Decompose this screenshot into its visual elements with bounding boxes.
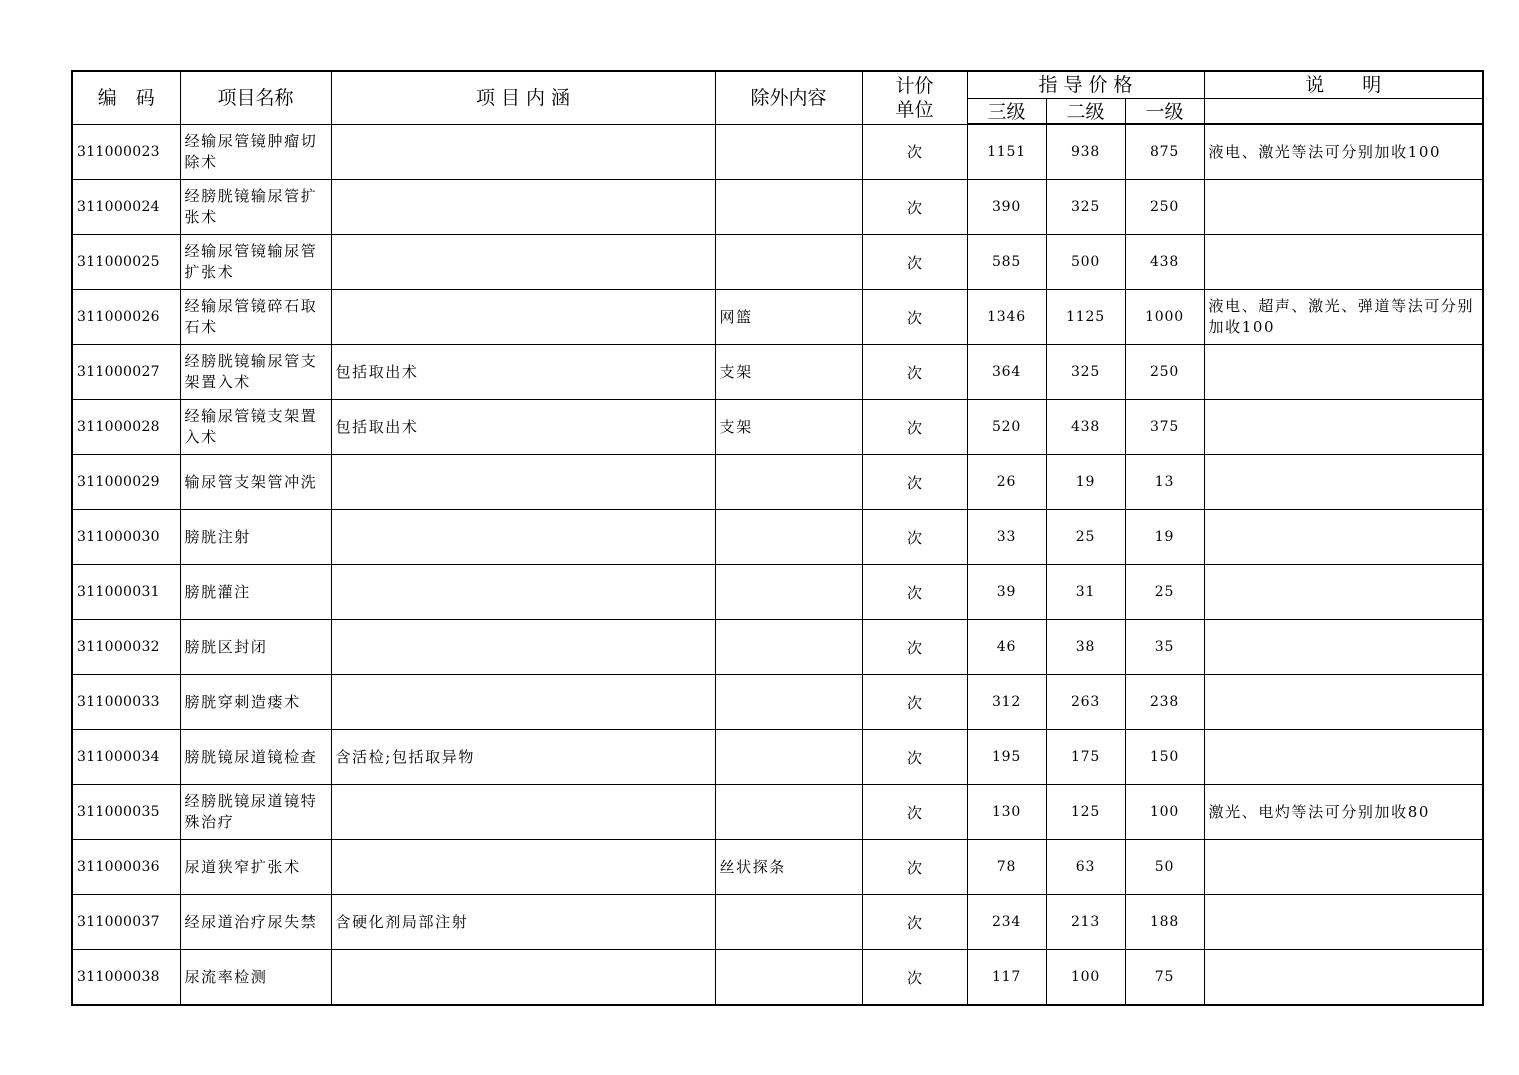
cell-name: 经膀胱镜输尿管支架置入术 bbox=[180, 345, 331, 400]
cell-exclusions bbox=[715, 180, 862, 235]
cell-price-level1: 375 bbox=[1125, 400, 1204, 455]
table-row bbox=[72, 675, 1483, 730]
cell-code: 311000034 bbox=[72, 730, 180, 785]
cell-content: 含活检;包括取异物 bbox=[331, 730, 715, 785]
cell-price-level1: 238 bbox=[1125, 675, 1204, 730]
cell-price-level3: 1151 bbox=[967, 124, 1046, 180]
cell-notes bbox=[1204, 730, 1483, 785]
table-row bbox=[72, 510, 1483, 565]
cell-code: 311000037 bbox=[72, 895, 180, 950]
cell-unit: 次 bbox=[862, 620, 967, 675]
table-row bbox=[72, 235, 1483, 290]
cell-exclusions bbox=[715, 124, 862, 180]
header-unit: 计价 单位 bbox=[862, 71, 967, 124]
cell-notes bbox=[1204, 565, 1483, 620]
cell-content: 包括取出术 bbox=[331, 345, 715, 400]
cell-price-level2: 38 bbox=[1046, 620, 1125, 675]
cell-content bbox=[331, 950, 715, 1006]
cell-exclusions bbox=[715, 235, 862, 290]
cell-code: 311000032 bbox=[72, 620, 180, 675]
cell-content bbox=[331, 124, 715, 180]
cell-price-level1: 19 bbox=[1125, 510, 1204, 565]
cell-unit: 次 bbox=[862, 400, 967, 455]
cell-price-level2: 938 bbox=[1046, 124, 1125, 180]
cell-name: 经输尿管镜支架置入术 bbox=[180, 400, 331, 455]
cell-notes bbox=[1204, 235, 1483, 290]
cell-content bbox=[331, 840, 715, 895]
cell-unit: 次 bbox=[862, 785, 967, 840]
cell-content bbox=[331, 620, 715, 675]
cell-notes: 激光、电灼等法可分别加收80 bbox=[1204, 785, 1483, 840]
table-row bbox=[72, 730, 1483, 785]
cell-notes: 液电、激光等法可分别加收100 bbox=[1204, 124, 1483, 180]
cell-notes bbox=[1204, 400, 1483, 455]
cell-price-level2: 125 bbox=[1046, 785, 1125, 840]
cell-price-level2: 25 bbox=[1046, 510, 1125, 565]
header-code: 编 码 bbox=[72, 71, 180, 124]
table-row bbox=[72, 840, 1483, 895]
table-row bbox=[72, 345, 1483, 400]
table-row bbox=[72, 455, 1483, 510]
cell-price-level3: 78 bbox=[967, 840, 1046, 895]
cell-price-level3: 195 bbox=[967, 730, 1046, 785]
cell-price-level1: 875 bbox=[1125, 124, 1204, 180]
cell-price-level2: 325 bbox=[1046, 345, 1125, 400]
cell-name: 膀胱灌注 bbox=[180, 565, 331, 620]
cell-unit: 次 bbox=[862, 180, 967, 235]
table-row bbox=[72, 895, 1483, 950]
header-notes: 说 明 bbox=[1204, 71, 1483, 99]
cell-unit: 次 bbox=[862, 235, 967, 290]
cell-price-level1: 250 bbox=[1125, 345, 1204, 400]
table-row bbox=[72, 620, 1483, 675]
cell-exclusions: 丝状探条 bbox=[715, 840, 862, 895]
cell-price-level3: 33 bbox=[967, 510, 1046, 565]
cell-price-level1: 438 bbox=[1125, 235, 1204, 290]
cell-price-level3: 390 bbox=[967, 180, 1046, 235]
cell-code: 311000035 bbox=[72, 785, 180, 840]
cell-price-level1: 13 bbox=[1125, 455, 1204, 510]
cell-price-level2: 175 bbox=[1046, 730, 1125, 785]
cell-notes bbox=[1204, 675, 1483, 730]
cell-price-level1: 100 bbox=[1125, 785, 1204, 840]
table-row bbox=[72, 400, 1483, 455]
cell-price-level3: 364 bbox=[967, 345, 1046, 400]
cell-code: 311000030 bbox=[72, 510, 180, 565]
cell-name: 膀胱穿刺造瘘术 bbox=[180, 675, 331, 730]
table-row bbox=[72, 565, 1483, 620]
cell-unit: 次 bbox=[862, 950, 967, 1006]
cell-price-level3: 1346 bbox=[967, 290, 1046, 345]
table-body bbox=[72, 124, 1483, 1005]
cell-unit: 次 bbox=[862, 124, 967, 180]
cell-exclusions bbox=[715, 785, 862, 840]
cell-content bbox=[331, 180, 715, 235]
price-table bbox=[71, 70, 1484, 1006]
table-row bbox=[72, 290, 1483, 345]
cell-name: 输尿管支架管冲洗 bbox=[180, 455, 331, 510]
cell-unit: 次 bbox=[862, 290, 967, 345]
cell-notes bbox=[1204, 895, 1483, 950]
cell-price-level2: 100 bbox=[1046, 950, 1125, 1006]
cell-exclusions bbox=[715, 950, 862, 1006]
cell-price-level2: 213 bbox=[1046, 895, 1125, 950]
cell-name: 膀胱注射 bbox=[180, 510, 331, 565]
cell-exclusions bbox=[715, 895, 862, 950]
cell-content: 含硬化剂局部注射 bbox=[331, 895, 715, 950]
cell-exclusions bbox=[715, 510, 862, 565]
table-row bbox=[72, 124, 1483, 180]
header-exclusions: 除外内容 bbox=[715, 71, 862, 124]
cell-unit: 次 bbox=[862, 675, 967, 730]
cell-price-level2: 325 bbox=[1046, 180, 1125, 235]
header-price-group: 指 导 价 格 bbox=[967, 71, 1204, 99]
cell-content bbox=[331, 675, 715, 730]
cell-price-level1: 250 bbox=[1125, 180, 1204, 235]
cell-notes bbox=[1204, 950, 1483, 1006]
cell-price-level3: 46 bbox=[967, 620, 1046, 675]
cell-price-level3: 234 bbox=[967, 895, 1046, 950]
cell-content bbox=[331, 455, 715, 510]
cell-content bbox=[331, 235, 715, 290]
cell-notes bbox=[1204, 180, 1483, 235]
cell-price-level2: 263 bbox=[1046, 675, 1125, 730]
cell-name: 经输尿管镜碎石取石术 bbox=[180, 290, 331, 345]
cell-price-level1: 150 bbox=[1125, 730, 1204, 785]
table-row bbox=[72, 950, 1483, 1006]
cell-name: 尿流率检测 bbox=[180, 950, 331, 1006]
cell-unit: 次 bbox=[862, 565, 967, 620]
cell-code: 311000033 bbox=[72, 675, 180, 730]
cell-name: 膀胱镜尿道镜检查 bbox=[180, 730, 331, 785]
cell-code: 311000026 bbox=[72, 290, 180, 345]
cell-price-level2: 1125 bbox=[1046, 290, 1125, 345]
cell-exclusions bbox=[715, 455, 862, 510]
cell-price-level2: 438 bbox=[1046, 400, 1125, 455]
cell-name: 经膀胱镜输尿管扩张术 bbox=[180, 180, 331, 235]
cell-content bbox=[331, 510, 715, 565]
cell-price-level3: 520 bbox=[967, 400, 1046, 455]
cell-notes bbox=[1204, 345, 1483, 400]
cell-name: 经尿道治疗尿失禁 bbox=[180, 895, 331, 950]
cell-price-level1: 1000 bbox=[1125, 290, 1204, 345]
cell-code: 311000031 bbox=[72, 565, 180, 620]
cell-content bbox=[331, 565, 715, 620]
header-notes-blank bbox=[1204, 99, 1483, 125]
cell-unit: 次 bbox=[862, 455, 967, 510]
cell-price-level3: 130 bbox=[967, 785, 1046, 840]
cell-exclusions bbox=[715, 730, 862, 785]
cell-notes: 液电、超声、激光、弹道等法可分别加收100 bbox=[1204, 290, 1483, 345]
table-header bbox=[72, 71, 1483, 124]
cell-unit: 次 bbox=[862, 895, 967, 950]
cell-notes bbox=[1204, 510, 1483, 565]
cell-price-level1: 188 bbox=[1125, 895, 1204, 950]
cell-exclusions bbox=[715, 620, 862, 675]
cell-price-level2: 63 bbox=[1046, 840, 1125, 895]
cell-name: 经输尿管镜输尿管扩张术 bbox=[180, 235, 331, 290]
cell-code: 311000036 bbox=[72, 840, 180, 895]
cell-exclusions bbox=[715, 675, 862, 730]
cell-price-level2: 19 bbox=[1046, 455, 1125, 510]
cell-price-level3: 312 bbox=[967, 675, 1046, 730]
cell-name: 经膀胱镜尿道镜特殊治疗 bbox=[180, 785, 331, 840]
cell-notes bbox=[1204, 620, 1483, 675]
cell-code: 311000027 bbox=[72, 345, 180, 400]
cell-content bbox=[331, 785, 715, 840]
cell-name: 经输尿管镜肿瘤切除术 bbox=[180, 124, 331, 180]
header-content: 项 目 内 涵 bbox=[331, 71, 715, 124]
cell-name: 尿道狭窄扩张术 bbox=[180, 840, 331, 895]
cell-content: 包括取出术 bbox=[331, 400, 715, 455]
cell-price-level3: 26 bbox=[967, 455, 1046, 510]
table-row bbox=[72, 785, 1483, 840]
cell-price-level2: 31 bbox=[1046, 565, 1125, 620]
cell-unit: 次 bbox=[862, 510, 967, 565]
cell-content bbox=[331, 290, 715, 345]
cell-price-level1: 75 bbox=[1125, 950, 1204, 1006]
header-name: 项目名称 bbox=[180, 71, 331, 124]
cell-code: 311000024 bbox=[72, 180, 180, 235]
cell-code: 311000029 bbox=[72, 455, 180, 510]
cell-unit: 次 bbox=[862, 730, 967, 785]
cell-price-level3: 117 bbox=[967, 950, 1046, 1006]
header-level2: 二级 bbox=[1046, 99, 1125, 125]
cell-price-level1: 25 bbox=[1125, 565, 1204, 620]
cell-notes bbox=[1204, 840, 1483, 895]
cell-exclusions bbox=[715, 565, 862, 620]
cell-code: 311000028 bbox=[72, 400, 180, 455]
header-level3: 三级 bbox=[967, 99, 1046, 125]
table-row bbox=[72, 180, 1483, 235]
cell-price-level1: 35 bbox=[1125, 620, 1204, 675]
cell-notes bbox=[1204, 455, 1483, 510]
header-level1: 一级 bbox=[1125, 99, 1204, 125]
cell-price-level2: 500 bbox=[1046, 235, 1125, 290]
cell-unit: 次 bbox=[862, 840, 967, 895]
cell-price-level3: 585 bbox=[967, 235, 1046, 290]
cell-exclusions: 支架 bbox=[715, 400, 862, 455]
cell-exclusions: 支架 bbox=[715, 345, 862, 400]
cell-code: 311000038 bbox=[72, 950, 180, 1006]
cell-name: 膀胱区封闭 bbox=[180, 620, 331, 675]
cell-unit: 次 bbox=[862, 345, 967, 400]
cell-exclusions: 网篮 bbox=[715, 290, 862, 345]
cell-price-level3: 39 bbox=[967, 565, 1046, 620]
cell-code: 311000025 bbox=[72, 235, 180, 290]
cell-code: 311000023 bbox=[72, 124, 180, 180]
cell-price-level1: 50 bbox=[1125, 840, 1204, 895]
